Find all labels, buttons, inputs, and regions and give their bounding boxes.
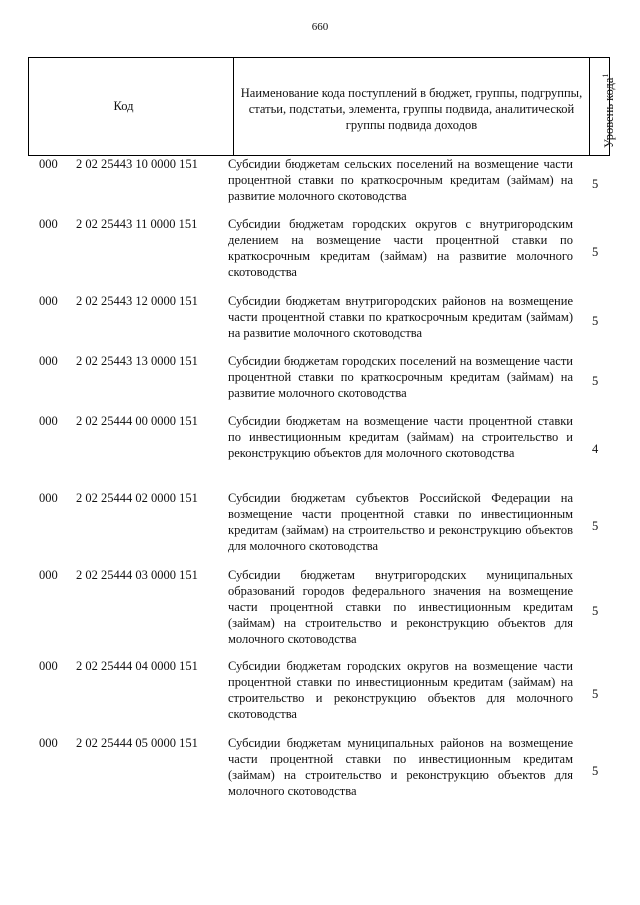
row-code: 2 02 25443 10 0000 151 <box>76 157 198 171</box>
row-prefix: 000 <box>39 157 58 171</box>
row-description: Субсидии бюджетам городских округов с внутригородским делением на возмещение части процентной ставки по краткосрочным кредитам (займам) на развитие молочного скотоводства <box>228 217 573 279</box>
row-prefix: 000 <box>39 736 58 750</box>
row-code: 2 02 25443 11 0000 151 <box>76 217 198 231</box>
row-prefix: 000 <box>39 354 58 368</box>
header-level-label: Уровень кода$^1$ <box>601 73 616 148</box>
row-prefix: 000 <box>39 659 58 673</box>
row-level: 5 <box>592 374 599 388</box>
row-description: Субсидии бюджетам внутригородских муниципальных образований городов федерального значения на возмещение части процентной ставки по инвестиционным кредитам (займам) на строительство и реконструкцию объектов для молочного скотоводства <box>228 568 573 646</box>
row-code: 2 02 25444 03 0000 151 <box>76 568 198 582</box>
header-code-label: Код <box>113 99 134 113</box>
table-header <box>28 57 616 156</box>
row-description: Субсидии бюджетам внутригородских районов на возмещение части процентной ставки по краткосрочным кредитам (займам) на развитие молочного скотоводства <box>228 294 573 340</box>
row-prefix: 000 <box>39 294 58 308</box>
row-description: Субсидии бюджетам городских поселений на возмещение части процентной ставки по краткосрочным кредитам (займам) на развитие молочного скотоводства <box>228 354 573 400</box>
row-level: 5 <box>592 519 599 533</box>
row-level: 5 <box>592 604 599 618</box>
row-description: Субсидии бюджетам субъектов Российской Федерации на возмещение части процентной ставки по инвестиционным кредитам (займам) на строительство и реконструкцию объектов для молочного скотоводства <box>228 491 573 553</box>
row-description: Субсидии бюджетам сельских поселений на возмещение части процентной ставки по краткосрочным кредитам (займам) на развитие молочного скотоводства <box>228 157 573 203</box>
row-code: 2 02 25444 05 0000 151 <box>76 736 198 750</box>
row-description: Субсидии бюджетам муниципальных районов на возмещение части процентной ставки по инвестиционным кредитам (займам) на строительство и реконструкцию объектов для молочного скотоводства <box>228 736 573 798</box>
row-code: 2 02 25444 04 0000 151 <box>76 659 198 673</box>
row-level: 5 <box>592 177 599 191</box>
row-code: 2 02 25443 13 0000 151 <box>76 354 198 368</box>
row-code: 2 02 25443 12 0000 151 <box>76 294 198 308</box>
page-number: 660 <box>311 21 329 33</box>
row-code: 2 02 25444 00 0000 151 <box>76 414 198 428</box>
row-level: 5 <box>592 314 599 328</box>
header-name-label: Наименование кода поступлений в бюджет, группы, подгруппы, статьи, подстатьи, элемента, группы подвида, аналитической группы подвида доходов <box>240 86 583 132</box>
row-prefix: 000 <box>39 568 58 582</box>
row-prefix: 000 <box>39 491 58 505</box>
row-level: 4 <box>592 442 599 456</box>
header-level-footnote: 1 <box>601 73 610 78</box>
row-prefix: 000 <box>39 217 58 231</box>
row-description: Субсидии бюджетам на возмещение части процентной ставки по инвестиционным кредитам (займам) на строительство и реконструкцию объектов для молочного скотоводства <box>228 414 573 460</box>
header-divider <box>589 58 590 155</box>
row-level: 5 <box>592 245 599 259</box>
row-level: 5 <box>592 764 599 778</box>
row-prefix: 000 <box>39 414 58 428</box>
row-level: 5 <box>592 687 599 701</box>
row-description: Субсидии бюджетам городских округов на возмещение части процентной ставки по инвестиционным кредитам (займам) на строительство и реконструкцию объектов для молочного скотоводства <box>228 659 573 721</box>
row-code: 2 02 25444 02 0000 151 <box>76 491 198 505</box>
